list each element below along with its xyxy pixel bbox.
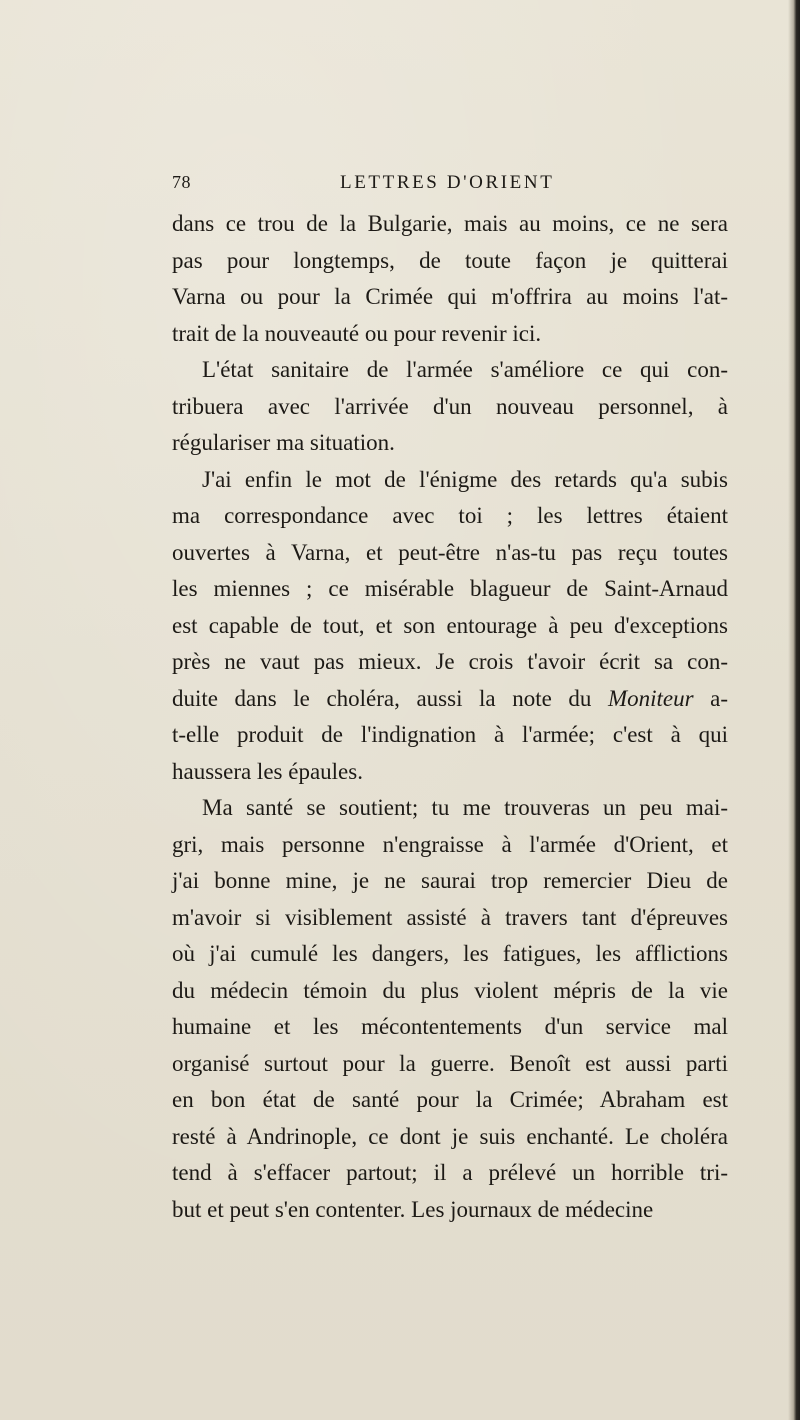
text-line: ma correspondance avec toi ; les lettres étaient [172, 503, 728, 528]
text-line: gri, mais personne n'engraisse à l'armée d'Orient, et [172, 831, 728, 857]
running-title: LETTRES D'ORIENT [340, 172, 555, 193]
running-head [172, 172, 728, 196]
page-binding-edge [788, 0, 800, 1420]
text-line: pas pour longtemps, de toute façon je quitterai [172, 247, 728, 273]
text-line: du médecin témoin du plus violent mépris de la vie [172, 977, 728, 1003]
text-line: Varna ou pour la Crimée qui m'offrira au moins l'at- [172, 284, 728, 309]
text-line: dans ce trou de la Bulgarie, mais au moins, ce ne sera [172, 211, 728, 236]
text-line: ouvertes à Varna, et peut-être n'as-tu pas reçu toutes [172, 539, 728, 565]
text-line: organisé surtout pour la guerre. Benoît est aussi parti [172, 1050, 728, 1076]
text-segment: duite dans le choléra, aussi la note du [172, 685, 608, 711]
paragraph-start-line: J'ai enfin le mot de l'énigme des retards qu'a subis [202, 466, 728, 492]
text-line: en bon état de santé pour la Crimée; Abraham est [172, 1087, 728, 1112]
paragraph-start-line: L'état sanitaire de l'armée s'améliore ce qui con- [202, 357, 728, 382]
text-line: les miennes ; ce misérable blagueur de Saint-Arnaud [172, 576, 728, 601]
body-text [172, 206, 728, 1228]
page-number: 78 [172, 172, 191, 192]
text-line: tribuera avec l'arrivée d'un nouveau personnel, à [172, 393, 728, 419]
text-line: près ne vaut pas mieux. Je crois t'avoir écrit sa con- [172, 649, 728, 674]
text-line: t-elle produit de l'indignation à l'armée; c'est à qui [172, 722, 728, 747]
paragraph-start-line: Ma santé se soutient; tu me trouveras un peu mai- [202, 795, 728, 820]
text-line-with-italic [172, 681, 728, 718]
italic-newspaper-title: Moniteur [607, 685, 694, 711]
text-line: humaine et les mécontentements d'un service mal [172, 1014, 728, 1039]
text-line: resté à Andrinople, ce dont je suis enchanté. Le choléra [172, 1123, 728, 1149]
text-line: tend à s'effacer partout; il a prélevé un horrible tri- [172, 1160, 728, 1185]
text-line: où j'ai cumulé les dangers, les fatigues, les afflictions [172, 941, 728, 966]
text-line: haussera les épaules. [172, 758, 363, 784]
text-line: régulariser ma situation. [172, 430, 395, 455]
text-segment: a- [693, 685, 729, 711]
text-line: est capable de tout, et son entourage à peu d'exceptions [172, 612, 728, 638]
text-line: trait de la nouveauté ou pour revenir ici. [172, 320, 542, 346]
text-line: m'avoir si visiblement assisté à travers tant d'épreuves [172, 904, 728, 930]
text-line: j'ai bonne mine, je ne saurai trop remercier Dieu de [172, 868, 728, 893]
text-line: but et peut s'en contenter. Les journaux de médecine [172, 1196, 654, 1222]
